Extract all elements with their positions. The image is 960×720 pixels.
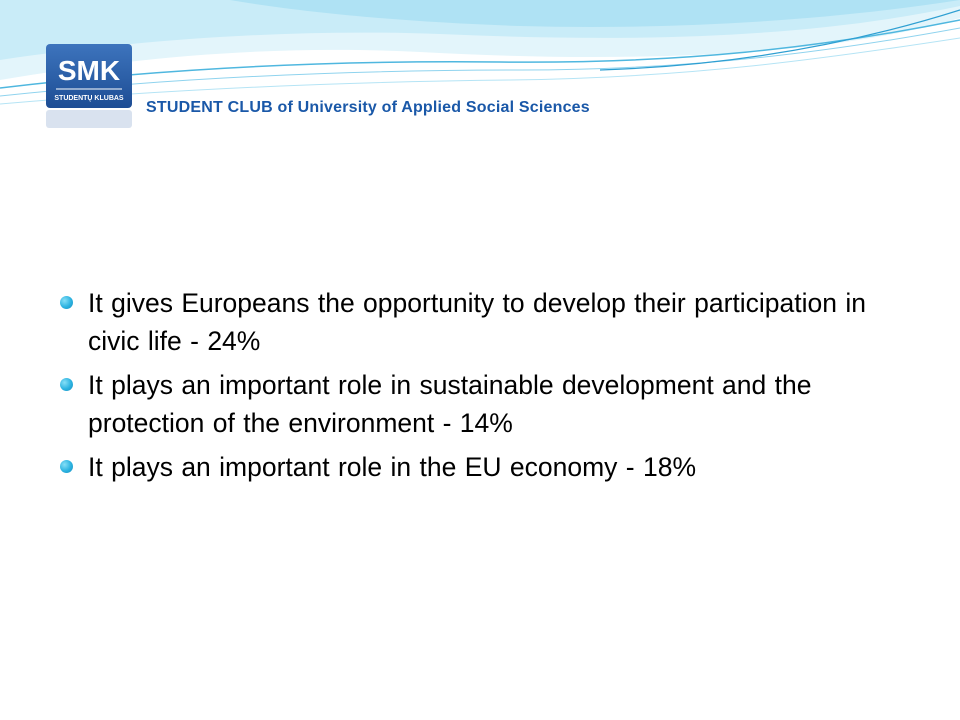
bullet-text: It gives Europeans the opportunity to develop their participation in civic life - 24%	[88, 288, 866, 356]
bullet-item-eu-economy	[60, 448, 910, 486]
bullet-item-civic-life	[60, 284, 910, 360]
bullet-dot-icon	[60, 296, 73, 309]
bullet-item-sustainable-development	[60, 366, 910, 442]
logo-subtitle: STUDENTŲ KLUBAS	[54, 95, 124, 102]
smk-logo	[46, 44, 132, 130]
bullet-dot-icon	[60, 460, 73, 473]
logo-text: SMK	[57, 55, 121, 86]
bullet-dot-icon	[60, 378, 73, 391]
bullet-list	[60, 284, 910, 492]
club-title: STUDENT CLUB of University of Applied Social Sciences	[146, 99, 590, 116]
bullet-text: It plays an important role in the EU economy - 18%	[88, 452, 697, 482]
bullet-text: It plays an important role in sustainable development and the protection of the environment - 14%	[88, 370, 812, 438]
